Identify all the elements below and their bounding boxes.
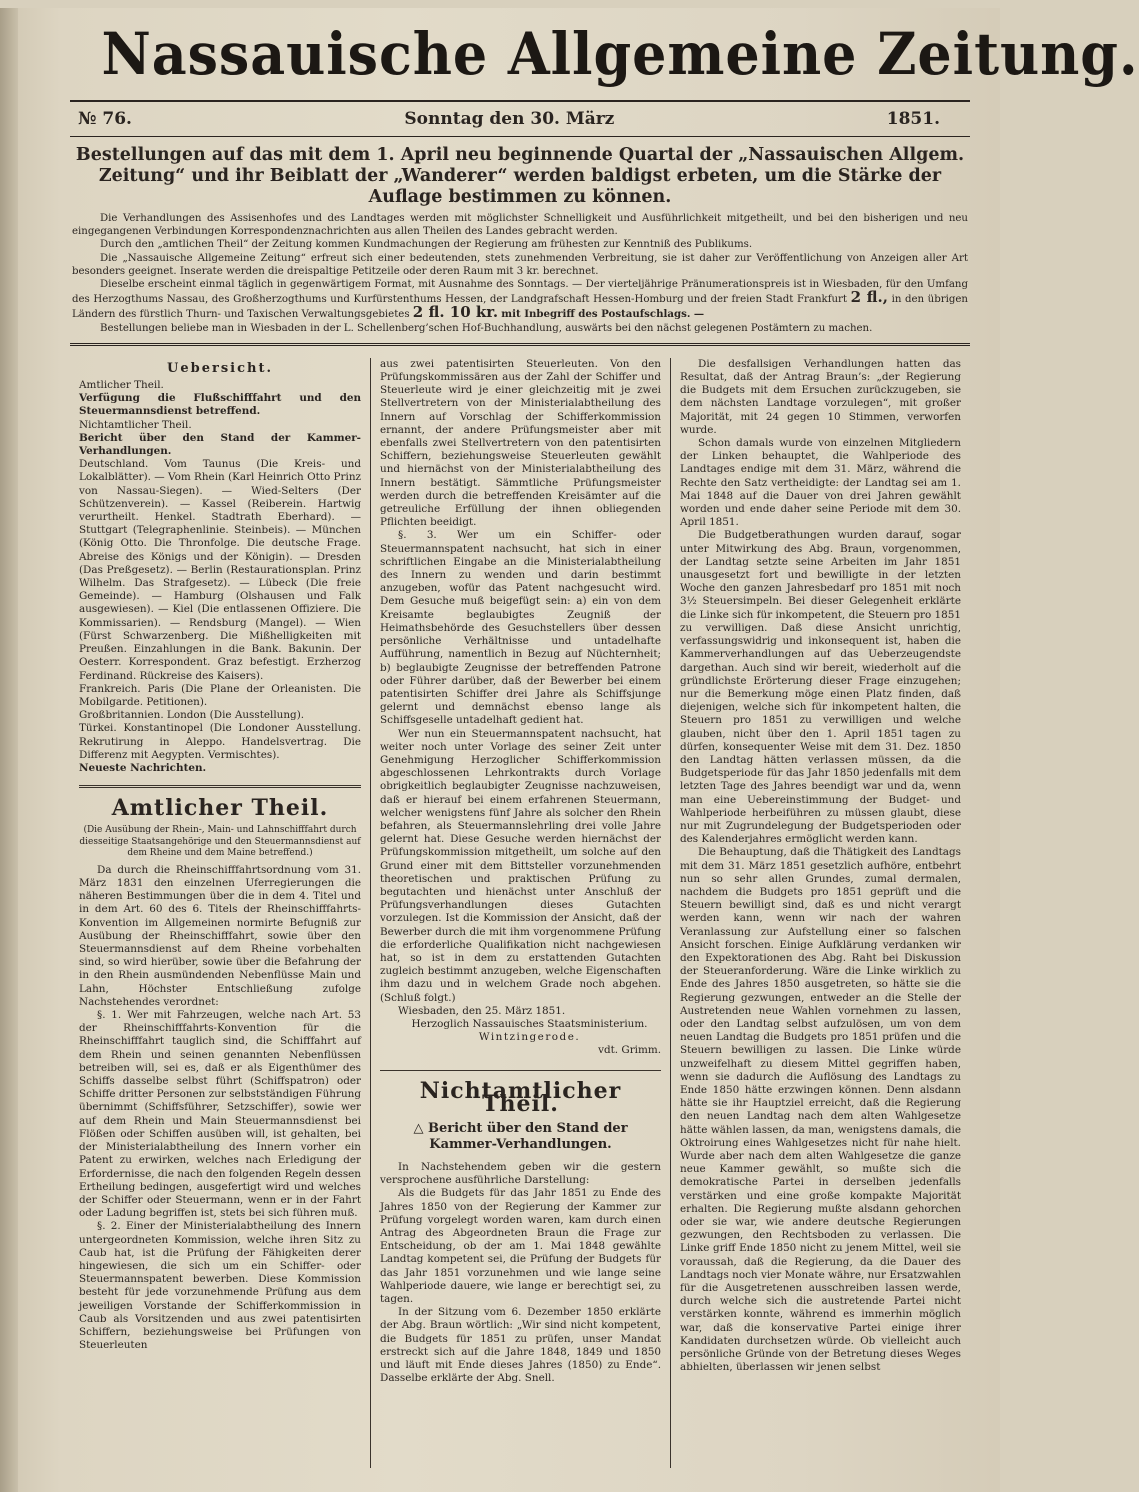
issue-number: № 76.	[78, 109, 132, 129]
overview-item: Türkei. Konstantinopel (Die Londoner Ausstellung. Rekrutirung in Aleppo. Handelsvertrag. Die Differenz mit Aegypten. Vermischtes).	[79, 722, 361, 761]
article-paragraph: Wer nun ein Steuermannspatent nachsucht, hat weiter noch unter Vorlage des seiner Zeit unter Genehmigung Herzoglicher Schifferkommission abgeschlossenen Lehrkontrakts durch Vorlage obrigkeitlich beglaubigter Zeugnisse nachzuweisen, daß er hierauf bei einem erfahrenen Steuermann, welcher wenigstens fünf Jahre als solcher den Rhein befahren, als Steuermannslehrling drei volle Jahre gelernt hat. Diese Gesuche werden hiernächst der Prüfungskommission mitgetheilt, um solche auf den Grund einer mit dem Bittsteller vorzunehmenden theoretischen und praktischen Prüfung zu begutachten und hienächst unter Anschluß der Prüfungsverhandlungen dieses Gutachten vorzulegen. Ist die Kommission der Ansicht, daß der Bewerber durch die mit ihm vorgenommene Prüfung die erforderliche Qualifikation nicht nachgewiesen hat, so ist in dem zu erstattenden Gutachten zugleich bestimmt anzugeben, welche Eigenschaften ihm dazu und in welchem Grade noch abgehen. (Schluß folgt.)	[380, 727, 661, 1004]
article-paragraph: aus zwei patentisirten Steuerleuten. Von den Prüfungskommissären aus der Zahl der Schiffer und Steuerleute wird je einer gleichzeitig mit je zwei Stellvertretern von der Ministerialabtheilung des Innern auf Vorschlag der Schifferkommission ernannt, der andere Prüfungsmeister aber mit ebenfalls zwei Stellvertretern von den patentisirten Schiffern, beziehungsweise Steuerleuten gewählt und hiernächst von der Ministerialabtheilung des Innern bestätigt. Sämmtliche Prüfungsmeister werden durch die betreffenden Kreisämter auf die getreuliche Erfüllung der ihnen obliegenden Pflichten beeidigt.	[380, 357, 661, 529]
overview-title: Uebersicht.	[167, 360, 273, 376]
bericht-title: △ Bericht über den Stand der Kammer-Verhandlungen.	[413, 1121, 628, 1152]
dateline	[70, 102, 970, 136]
article-paragraph: Die desfallsigen Verhandlungen hatten das Resultat, daß der Antrag Braun’s: „der Regierung die Budgets mit dem Ersuchen zurückzugeben, sie dem nächsten Landtage vorzulegen“, mit großer Majorität, mit 24 gegen 10 Stimmen, verworfen wurde.	[680, 357, 961, 436]
article-paragraph: §. 3. Wer um ein Schiffer- oder Steuermannspatent nachsucht, hat sich in einer schriftlichen Eingabe an die Ministerialabtheilung des Innern zu wenden und darin bestimmt anzugeben, wofür das Patent nachgesucht wird. Dem Gesuche muß beigefügt sein: a) ein von dem Kreisamte beglaubigtes Zeugniß der Heimathsbehörde des Gesuchstellers über dessen persönliche Verhältnisse und untadelhafte Aufführung, namentlich in Bezug auf Nüchternheit; b) beglaubigte Zeugnisse der betreffenden Patrone oder Führer darüber, daß der Bewerber bei einem patentisirten Schiffer drei Jahre als Schiffsjunge gelernt und demnächst ebenso lange als Schiffsgeselle untadelhaft gedient hat.	[380, 529, 661, 727]
article-paragraph: Die Behauptung, daß die Thätigkeit des Landtags mit dem 31. März 1851 gesetzlich aufhöre, entbehrt nun so sehr allen Grundes, zumal dermalen, nachdem die Budgets pro 1851 geprüft und die Steuern bewilligt sind, daß es und nicht verargt werden kann, wenn wir nach der wahren Veranlassung zur Aufstellung einer so falschen Ansicht forschen. Einige Aufklärung verdanken wir den Expektorationen des Abg. Raht bei Diskussion der Steueranforderung. Wäre die Linke wirklich zu Ende des Jahres 1850 ausgetreten, so hätte sie die Regierung gezwungen, entweder an die Stelle der Austretenden neue Wahlen vornehmen zu lassen, oder den Landtag selbst aufzulösen, um von dem neuen Landtag die Budgets pro 1851 prüfen und die Steuern bewilligen zu lassen. Die Linke würde unzweifelhaft zu diesem Mittel gegriffen haben, wenn sie dadurch die Auflösung des Landtags zu Ende 1850 hätte erzwingen können. Denn alsdann hätte sie ihr Hauptziel erreicht, daß die Regierung den neuen Landtag nach dem alten Wahlgesetze hätte wählen lassen, da man, wenigstens damals, die Oktroirung eines Wahlgesetzes nicht für nahe hielt. Wurde aber nach dem alten Wahlgesetze die ganze neue Kammer gewählt, so mußte sich die demokratische Partei in derselben jedenfalls verstärken und eine große kompakte Majorität erhalten. Die Regierung mußte alsdann gehorchen oder sie war, wie andere deutsche Regierungen gezwungen, den Rechtsboden zu verlassen. Die Linke griff Ende 1850 nicht zu jenem Mittel, weil sie voraussah, daß die Regierung, da die Dauer des Landtags noch vier Monate währe, nur Ersatzwahlen für die Ausgetretenen ausschreiben lassen werde, durch welche sich die austretende Partei nicht verstärken konnte, während es immerhin möglich war, daß die konservative Partei einige ihrer Kandidaten durchsetzen würde. Ob vielleicht auch persönliche Gründe von der Betretung dieses Weges abhielten, überlassen wir jenen selbst	[680, 846, 961, 1374]
overview-item: Bericht über den Stand der Kammer-Verhandlungen.	[79, 431, 361, 458]
article-paragraph: §. 2. Einer der Ministerialabtheilung des Innern untergeordneten Kommission, welche ihren Sitz zu Caub hat, ist die Prüfung der Fähigkeiten derer hingewiesen, die sich um ein Schiffer- oder Steuermannspatent bewerben. Diese Kommission besteht für jede vorzunehmende Prüfung aus dem jeweiligen Vorstande der Schifferkommission in Caub als Vorsitzenden und aus zwei patentisirten Schiffern, beziehungsweise bei Prüfungen von Steuerleuten	[79, 1220, 361, 1352]
notice-paragraph-2: Durch den „amtlichen Theil“ der Zeitung kommen Kundmachungen der Regierung am frühesten zur Kenntniß des Publikums.	[100, 239, 753, 251]
notice-rule	[70, 343, 970, 346]
article-paragraph: Die Budgetberathungen wurden darauf, sogar unter Mitwirkung des Abg. Braun, vorgenommen, der Landtag setzte seine Arbeiten im Jahr 1851 unausgesetzt fort und bewilligte in der letzten Woche den ganzen Jahresbedarf pro 1851 mit noch 3½ Steuersimpeln. Bei dieser Gelegenheit erklärte die Linke sich für inkompetent, die Steuern pro 1851 zu verwilligen. Daß diese Ansicht unrichtig, verfassungswidrig und inkonsequent ist, haben die Kammerverhandlungen auf das Ueberzeugendste dargethan. Auch sind wir bereit, wiederholt auf die gründlichste Erörterung dieser Frage einzugehen; nur die Bemerkung möge einen Platz finden, daß diejenigen, welche sich für inkompetent halten, die Steuern pro 1851 zu verwilligen und welche glauben, nicht über den 1. April 1851 tagen zu dürfen, konsequenter Weise mit dem 31. Dez. 1850 den Landtag hätten verlassen müssen, da die Budgetsperiode für das Jahr 1850 jedenfalls mit dem letzten Tage des Jahres beendigt war und da, wenn man eine Uebereinstimmung der Budget- und Wahlperiode herbeiführen zu müssen glaubt, diese nur mit Zugrundelegung der Budgetsperioden oder des Kalenderjahres ermöglicht werden kann.	[680, 529, 961, 846]
article-columns	[70, 358, 970, 1468]
notice-paragraph-4	[72, 278, 968, 322]
overview-item: Amtlicher Theil.	[79, 379, 164, 392]
dateline-place: Wiesbaden, den 25. März 1851.	[398, 1004, 566, 1017]
article-paragraph: In Nachstehendem geben wir die gestern versprochene ausführliche Darstellung:	[380, 1161, 661, 1187]
notice-p4-text-c: mit Inbegriff des Postaufschlags. —	[501, 308, 705, 321]
column-2	[370, 358, 670, 1468]
overview-item: Nichtamtlicher Theil.	[79, 418, 192, 431]
section-divider	[79, 785, 361, 788]
amtlicher-theil-title: Amtlicher Theil.	[111, 795, 329, 822]
notice-p4-text-b: in den übrigen Ländern des fürstlich Thurn- und Taxischen Verwaltungsgebietes	[72, 294, 968, 321]
article-paragraph: Schon damals wurde von einzelnen Mitgliedern der Linken behauptet, die Wahlperiode des Landtages endige mit dem 31. März, während die Rechte den Satz vertheidigte: der Landtag sei am 1. Mai 1848 auf die Dauer von drei Jahren gewählt worden und ende daher seine Periode mit dem 30. April 1851.	[680, 437, 961, 529]
overview-item: Deutschland. Vom Taunus (Die Kreis- und Lokalblätter). — Vom Rhein (Karl Heinrich Otto Prinz von Nassau-Siegen). — Wied-Selters (Der Schützenverein). — Kassel (Reiberein. Hartwig verurtheilt. Henkel. Stadtrath Eberhard). — Stuttgart (Telegraphenlinie. Steinbeis). — München (König Otto. Die Thronfolge. Die deutsche Frage. Abreise des Königs und der Königin). — Dresden (Das Preßgesetz). — Berlin (Restaurationsplan. Prinz Wilhelm. Das Strafgesetz). — Lübeck (Die freie Gemeinde). — Hamburg (Olshausen und Falk ausgewiesen). — Kiel (Die entlassenen Offiziere. Die Kommissarien). — Rendsburg (Mangel). — Wien (Fürst Schwarzenberg. Die Mißhelligkeiten mit Preußen. Einzahlungen in die Bank. Bakunin. Der Oesterr. Korrespondent. Graz befestigt. Erzherzog Ferdinand. Rückreise des Kaisers).	[79, 458, 361, 682]
column-3	[670, 358, 970, 1468]
binding-spine	[0, 8, 18, 1492]
notice-paragraph-3: Die „Nassauische Allgemeine Zeitung“ erfreut sich einer bedeutenden, stets zunehmenden Verbreitung, sie ist daher zur Veröffentlichung von Anzeigen aller Art besonders geeignet. Inserate werden die dreispaltige Petitzeile oder deren Raum mit 3 kr. berechnet.	[72, 252, 968, 277]
notice-paragraph-1: Die Verhandlungen des Assisenhofes und des Landtages werden mit möglichster Schnelligkeit und Ausführlichkeit mitgetheilt, und bei den bisherigen und neu eingegangenen Verbindungen Korrespondenznachrichten aus allen Theilen des Landes gebracht werden.	[72, 213, 968, 238]
article-paragraph: Als die Budgets für das Jahr 1851 zu Ende des Jahres 1850 von der Regierung der Kammer zur Prüfung vorgelegt worden waren, kam durch einen Antrag des Abgeordneten Braun die Frage zur Entscheidung, ob der am 1. Mai 1848 gewählte Landtag kompetent sei, die Prüfung der Budgets für das Jahr 1851 vorzunehmen und wie lange seine Wahlperiode dauere, wie lange er berechtigt sei, zu tagen.	[380, 1187, 661, 1306]
overview-item: Großbritannien. London (Die Ausstellung).	[79, 709, 305, 722]
masthead-title: Nassauische Allgemeine Zeitung.	[101, 20, 1139, 88]
price-foreign: 2 fl. 10 kr.	[412, 303, 499, 322]
issue-year: 1851.	[886, 109, 940, 129]
overview-item: Neueste Nachrichten.	[79, 761, 207, 774]
overview-item: Frankreich. Paris (Die Plane der Orleanisten. Die Mobilgarde. Petitionen).	[79, 682, 361, 708]
issue-date: Sonntag den 30. März	[404, 109, 615, 129]
ministry-name: Herzoglich Nassauisches Staatsministerium.	[411, 1017, 648, 1030]
notice-lead: Bestellungen auf das mit dem 1. April neu beginnende Quartal der „Nassauischen Allgem. Zeitung“ und ihr Beiblatt der „Wanderer“ werden baldigst erbeten, um die Stärke der Auflage bestimmen zu können.	[75, 145, 965, 207]
article-paragraph: Da durch die Rheinschifffahrtsordnung vom 31. März 1831 den einzelnen Uferregierungen die näheren Bestimmungen über die in dem 4. Titel und in dem Art. 60 des 6. Titels der Rheinschifffahrts-Konvention im Allgemeinen normirte Befugniß zur Ausübung der Rheinschifffahrt, sowie über den Steuermannsdienst auf dem Rheine vorbehalten sind, so wird hierüber, sowie über die Befahrung der in den Rhein ausmündenden Nebenflüsse Main und Lahn, Höchster Entschließung zufolge Nachstehendes verordnet:	[79, 863, 361, 1008]
article-paragraph: §. 1. Wer mit Fahrzeugen, welche nach Art. 53 der Rheinschifffahrts-Konvention für die Rheinschifffahrt tauglich sind, die Schifffahrt auf dem Rhein und seinen genannten Nebenflüssen betreiben will, sei es, daß er als Eigenthümer des Schiffs dasselbe selbst führt (Schiffspatron) oder Schiffe dritter Personen zur selbstständigen Führung übernimmt (Schiffsführer, Setzschiffer), sowie wer auf dem Rhein und Main Steuermannsdienst bei Flößen oder Schiffen ausüben will, ist gehalten, bei der Ministerialabtheilung des Innern vorher ein Patent zu erwirken, welches nach Erledigung der Erfordernisse, die nach den folgenden Regeln dessen Ertheilung bedingen, ausgefertigt wird und welches der Schiffer oder Steuermann, wenn er in der Fahrt oder Ladung begriffen ist, stets bei sich führen muß.	[79, 1009, 361, 1220]
overview-list	[79, 379, 361, 775]
minister-signature: Wintzingerode.	[478, 1031, 581, 1044]
overview-item: Verfügung die Flußschifffahrt und den Steuermannsdienst betreffend.	[79, 392, 361, 418]
column-1	[70, 358, 370, 1468]
notice-p4-text: Dieselbe erscheint einmal täglich in gegenwärtigem Format, mit Ausnahme des Sonntags. — Der vierteljährige Pränumerationspreis ist in Wiesbaden, für den Umfang des Herzogthums Nassau, des Großherzogthums und Kurfürstenthums Hessen, der Landgrafschaft Hessen-Homburg und der freien Stadt Frankfurt	[72, 279, 968, 306]
notice-paragraph-5: Bestellungen beliebe man in Wiesbaden in der L. Schellenberg’schen Hof-Buchhandlung, auswärts bei den nächst gelegenen Postämtern zu machen.	[100, 322, 873, 334]
newspaper-page	[0, 8, 1139, 1492]
countersignature: vdt. Grimm.	[598, 1044, 661, 1057]
section-divider	[380, 1070, 661, 1071]
subscription-notice	[70, 137, 970, 335]
amtlicher-theil-note: (Die Ausübung der Rhein-, Main- und Lahnschifffahrt durch diesseitige Staatsangehörige und den Steuermannsdienst auf dem Rheine und dem Maine betreffend.)	[79, 825, 361, 859]
article-paragraph: In der Sitzung vom 6. Dezember 1850 erklärte der Abg. Braun wörtlich: „Wir sind nicht kompetent, die Budgets für 1851 zu prüfen, unser Mandat erstreckt sich auf die Jahre 1848, 1849 und 1850 und läuft mit Ende dieses Jahres (1850) zu Ende“. Dasselbe erklärte der Abg. Snell.	[380, 1306, 661, 1385]
price-local: 2 fl.,	[850, 288, 888, 307]
nichtamtlicher-theil-title: Nichtamtlicher Theil.	[419, 1077, 622, 1117]
